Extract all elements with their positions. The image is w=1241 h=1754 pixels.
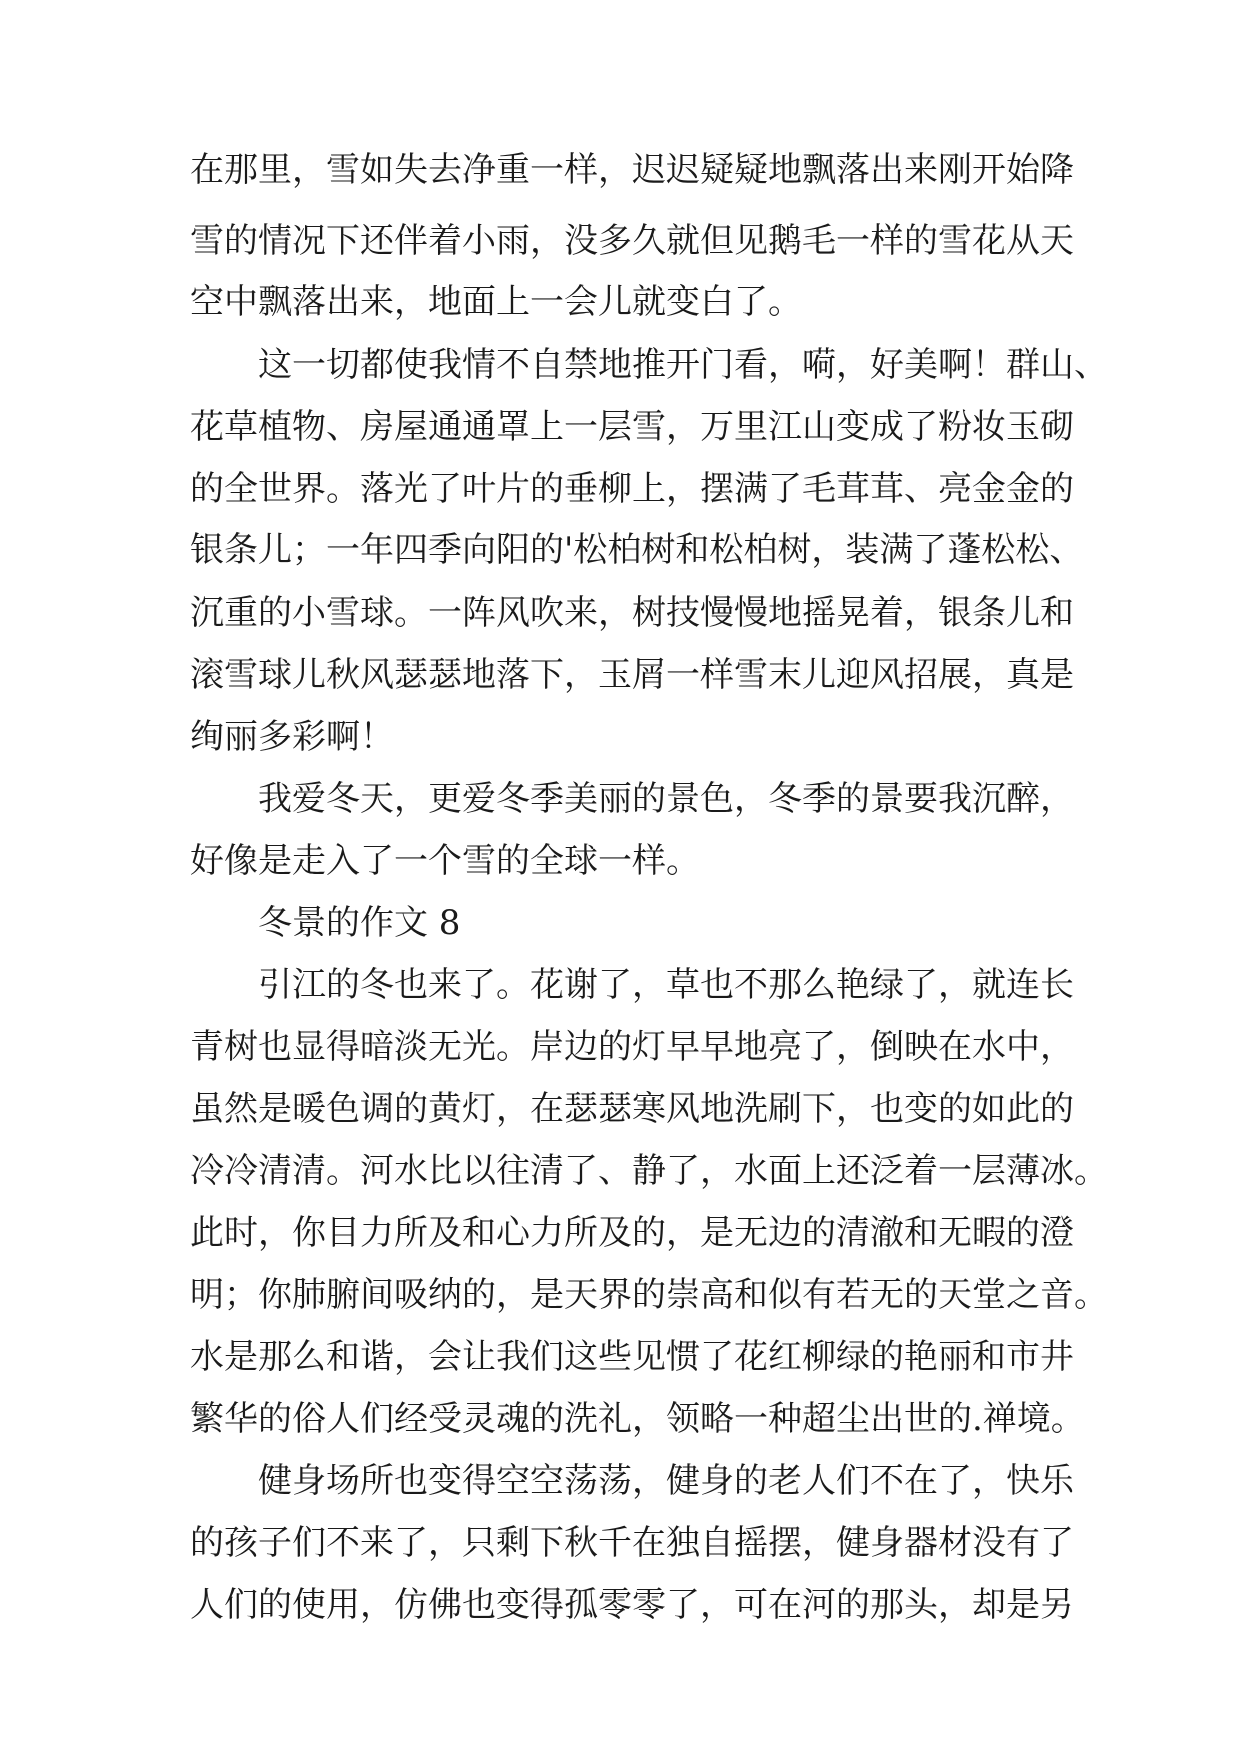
paragraph-line: 此时，你目力所及和心力所及的，是无边的清澈和无暇的澄 — [190, 1213, 1074, 1253]
paragraph-line: 繁华的俗人们经受灵魂的洗礼，领略一种超尘出世的.禅境。 — [190, 1399, 1085, 1439]
paragraph-line: 水是那么和谐，会让我们这些见惯了花红柳绿的艳丽和市井 — [190, 1337, 1074, 1377]
paragraph-line: 引江的冬也来了。花谢了，草也不那么艳绿了，就连长 — [258, 965, 1074, 1005]
paragraph-line: 银条儿；一年四季向阳的'松柏树和松柏树，装满了蓬松松、 — [190, 530, 1084, 570]
paragraph-line: 滚雪球儿秋风瑟瑟地落下，玉屑一样雪末儿迎风招展，真是 — [190, 655, 1074, 695]
paragraph-line: 的全世界。落光了叶片的垂柳上，摆满了毛茸茸、亮金金的 — [190, 469, 1074, 509]
paragraph-line: 雪的情况下还伴着小雨，没多久就但见鹅毛一样的雪花从天 — [190, 221, 1074, 261]
paragraph-line: 的孩子们不来了，只剩下秋千在独自摇摆，健身器材没有了 — [190, 1523, 1074, 1563]
paragraph-line: 这一切都使我情不自禁地推开门看，嗬，好美啊！群山、 — [258, 345, 1108, 385]
paragraph-line: 好像是走入了一个雪的全球一样。 — [190, 841, 700, 881]
paragraph-line: 绚丽多彩啊！ — [190, 717, 394, 757]
paragraph-line: 青树也显得暗淡无光。岸边的灯早早地亮了，倒映在水中， — [190, 1027, 1074, 1067]
paragraph-line: 冷冷清清。河水比以往清了、静了，水面上还泛着一层薄冰。 — [190, 1151, 1108, 1191]
section-heading: 冬景的作文 8 — [258, 903, 461, 943]
paragraph-line: 人们的使用，仿佛也变得孤零零了，可在河的那头，却是另 — [190, 1585, 1074, 1625]
paragraph-line: 健身场所也变得空空荡荡，健身的老人们不在了，快乐 — [258, 1461, 1074, 1501]
paragraph-line: 虽然是暖色调的黄灯，在瑟瑟寒风地洗刷下，也变的如此的 — [190, 1089, 1074, 1129]
paragraph-line: 空中飘落出来，地面上一会儿就变白了。 — [190, 282, 802, 322]
paragraph-line: 在那里，雪如失去净重一样，迟迟疑疑地飘落出来刚开始降 — [190, 150, 1074, 190]
paragraph-line: 花草植物、房屋通通罩上一层雪，万里江山变成了粉妆玉砌 — [190, 407, 1074, 447]
paragraph-line: 沉重的小雪球。一阵风吹来，树技慢慢地摇晃着，银条儿和 — [190, 593, 1074, 633]
paragraph-line: 明；你肺腑间吸纳的，是天界的崇高和似有若无的天堂之音。 — [190, 1275, 1108, 1315]
paragraph-line: 我爱冬天，更爱冬季美丽的景色，冬季的景要我沉醉， — [258, 779, 1074, 819]
